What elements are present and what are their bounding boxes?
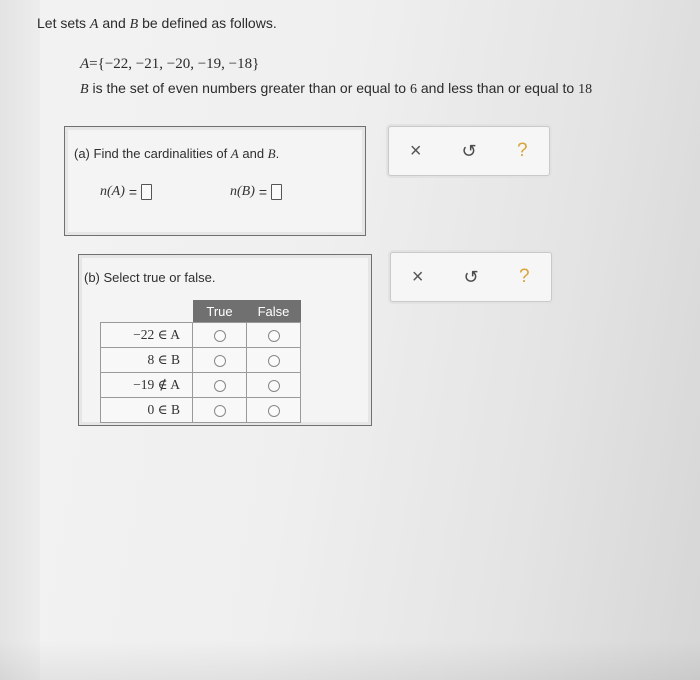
set-a-definition xyxy=(80,55,259,73)
radio-true-2[interactable] xyxy=(214,355,226,367)
undo-button[interactable]: ↺ xyxy=(461,140,477,161)
problem-intro xyxy=(37,15,277,33)
part-a-title xyxy=(74,146,279,162)
set-b-high: 18 xyxy=(578,82,593,97)
set-b-low: 6 xyxy=(409,82,417,97)
table-row xyxy=(101,348,301,373)
part-a-set-b: B xyxy=(267,146,276,161)
radio-true-3[interactable] xyxy=(214,380,226,392)
help-button[interactable]: ? xyxy=(517,140,528,161)
statement-1: −22 ∈ A xyxy=(101,323,193,348)
false-cell xyxy=(247,373,301,398)
set-b-name: B xyxy=(80,82,89,97)
intro-and: and xyxy=(98,15,130,31)
intro-set-b: B xyxy=(129,17,139,32)
cardinality-b-input[interactable] xyxy=(271,184,282,200)
cardinality-a-equals: = xyxy=(128,184,138,200)
radio-false-4[interactable] xyxy=(268,405,280,417)
true-cell xyxy=(193,323,247,348)
table-row xyxy=(101,398,301,423)
part-a-period: . xyxy=(275,146,280,161)
cardinality-b-row xyxy=(230,184,282,200)
left-margin xyxy=(0,0,40,680)
statement-4: 0 ∈ B xyxy=(101,398,193,423)
radio-false-3[interactable] xyxy=(268,380,280,392)
clear-button[interactable]: × xyxy=(409,139,422,162)
statement-2: 8 ∈ B xyxy=(101,348,193,373)
table-row xyxy=(101,373,301,398)
set-b-text: is the set of even numbers greater than or equal to xyxy=(88,80,410,96)
radio-false-2[interactable] xyxy=(268,355,280,367)
help-button[interactable]: ? xyxy=(519,266,530,287)
set-b-middle: and less than or equal to xyxy=(416,80,579,96)
intro-text: Let sets xyxy=(37,15,90,31)
part-a-panel xyxy=(64,126,366,236)
cardinality-a-input[interactable] xyxy=(141,184,152,200)
radio-true-1[interactable] xyxy=(214,330,226,342)
false-cell xyxy=(247,323,301,348)
true-cell xyxy=(193,348,247,373)
radio-true-4[interactable] xyxy=(214,405,226,417)
part-a-set-a: A xyxy=(230,146,239,161)
part-a-toolbar xyxy=(388,126,550,176)
part-a-and: and xyxy=(238,146,268,161)
set-a-elements: ={−22, −21, −20, −19, −18} xyxy=(89,56,260,72)
statement-3: −19 ∉ A xyxy=(101,373,193,398)
undo-button[interactable]: ↺ xyxy=(463,266,479,287)
cardinality-a-label: n(A) xyxy=(100,184,125,199)
cardinality-b-label: n(B) xyxy=(230,184,255,199)
set-b-definition xyxy=(80,80,592,98)
true-cell xyxy=(193,398,247,423)
cardinality-b-equals: = xyxy=(258,184,268,200)
clear-button[interactable]: × xyxy=(411,265,424,288)
bottom-shadow xyxy=(0,640,700,680)
header-false: False xyxy=(247,300,301,323)
table-row xyxy=(101,323,301,348)
intro-set-a: A xyxy=(89,17,99,32)
radio-false-1[interactable] xyxy=(268,330,280,342)
set-a-name: A xyxy=(80,56,90,72)
part-b-title: (b) Select true or false. xyxy=(84,270,216,285)
cardinality-a-row xyxy=(100,184,152,200)
part-b-toolbar xyxy=(390,252,552,302)
part-a-title-text: (a) Find the cardinalities of xyxy=(74,146,231,161)
false-cell xyxy=(247,398,301,423)
intro-suffix: be defined as follows. xyxy=(138,15,277,31)
true-cell xyxy=(193,373,247,398)
false-cell xyxy=(247,348,301,373)
true-false-table xyxy=(100,300,301,423)
header-true: True xyxy=(193,300,247,323)
header-blank xyxy=(101,300,193,323)
